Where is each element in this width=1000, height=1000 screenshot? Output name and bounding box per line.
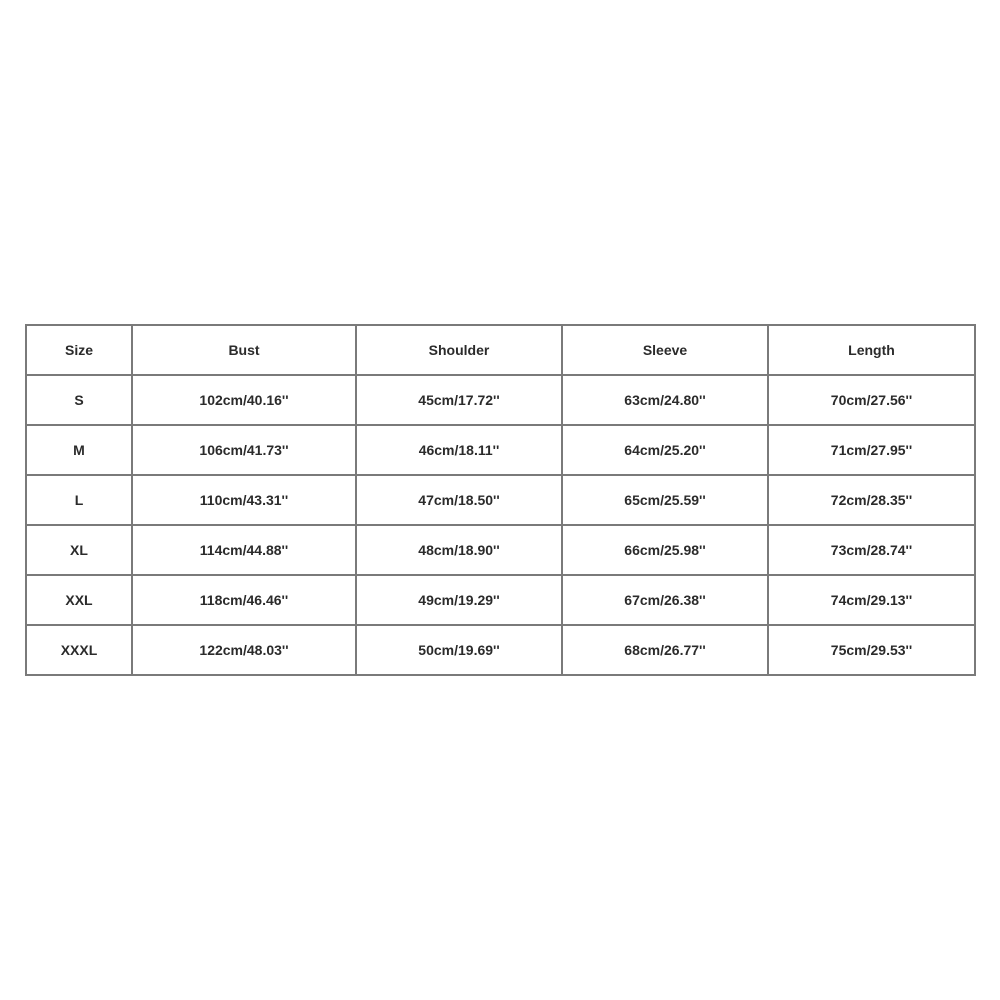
cell-length: 72cm/28.35''	[768, 475, 975, 525]
table-row	[26, 575, 975, 625]
table-row	[26, 425, 975, 475]
cell-sleeve: 64cm/25.20''	[562, 425, 768, 475]
cell-bust: 106cm/41.73''	[132, 425, 356, 475]
table-row	[26, 375, 975, 425]
header-bust: Bust	[132, 325, 356, 375]
cell-size: XXL	[26, 575, 132, 625]
cell-shoulder: 45cm/17.72''	[356, 375, 562, 425]
cell-size: L	[26, 475, 132, 525]
header-row	[26, 325, 975, 375]
cell-sleeve: 65cm/25.59''	[562, 475, 768, 525]
cell-shoulder: 50cm/19.69''	[356, 625, 562, 675]
header-size: Size	[26, 325, 132, 375]
cell-bust: 110cm/43.31''	[132, 475, 356, 525]
cell-sleeve: 68cm/26.77''	[562, 625, 768, 675]
cell-bust: 118cm/46.46''	[132, 575, 356, 625]
cell-size: XXXL	[26, 625, 132, 675]
table-body	[26, 375, 975, 675]
cell-shoulder: 47cm/18.50''	[356, 475, 562, 525]
table-row	[26, 475, 975, 525]
cell-sleeve: 63cm/24.80''	[562, 375, 768, 425]
cell-shoulder: 48cm/18.90''	[356, 525, 562, 575]
cell-length: 73cm/28.74''	[768, 525, 975, 575]
cell-length: 75cm/29.53''	[768, 625, 975, 675]
cell-bust: 122cm/48.03''	[132, 625, 356, 675]
size-chart-table	[25, 324, 976, 676]
header-shoulder: Shoulder	[356, 325, 562, 375]
table-row	[26, 625, 975, 675]
cell-length: 71cm/27.95''	[768, 425, 975, 475]
cell-size: XL	[26, 525, 132, 575]
cell-bust: 102cm/40.16''	[132, 375, 356, 425]
cell-bust: 114cm/44.88''	[132, 525, 356, 575]
cell-shoulder: 46cm/18.11''	[356, 425, 562, 475]
cell-length: 70cm/27.56''	[768, 375, 975, 425]
table-header	[26, 325, 975, 375]
cell-size: M	[26, 425, 132, 475]
cell-size: S	[26, 375, 132, 425]
header-length: Length	[768, 325, 975, 375]
cell-shoulder: 49cm/19.29''	[356, 575, 562, 625]
header-sleeve: Sleeve	[562, 325, 768, 375]
cell-length: 74cm/29.13''	[768, 575, 975, 625]
table-row	[26, 525, 975, 575]
cell-sleeve: 66cm/25.98''	[562, 525, 768, 575]
cell-sleeve: 67cm/26.38''	[562, 575, 768, 625]
